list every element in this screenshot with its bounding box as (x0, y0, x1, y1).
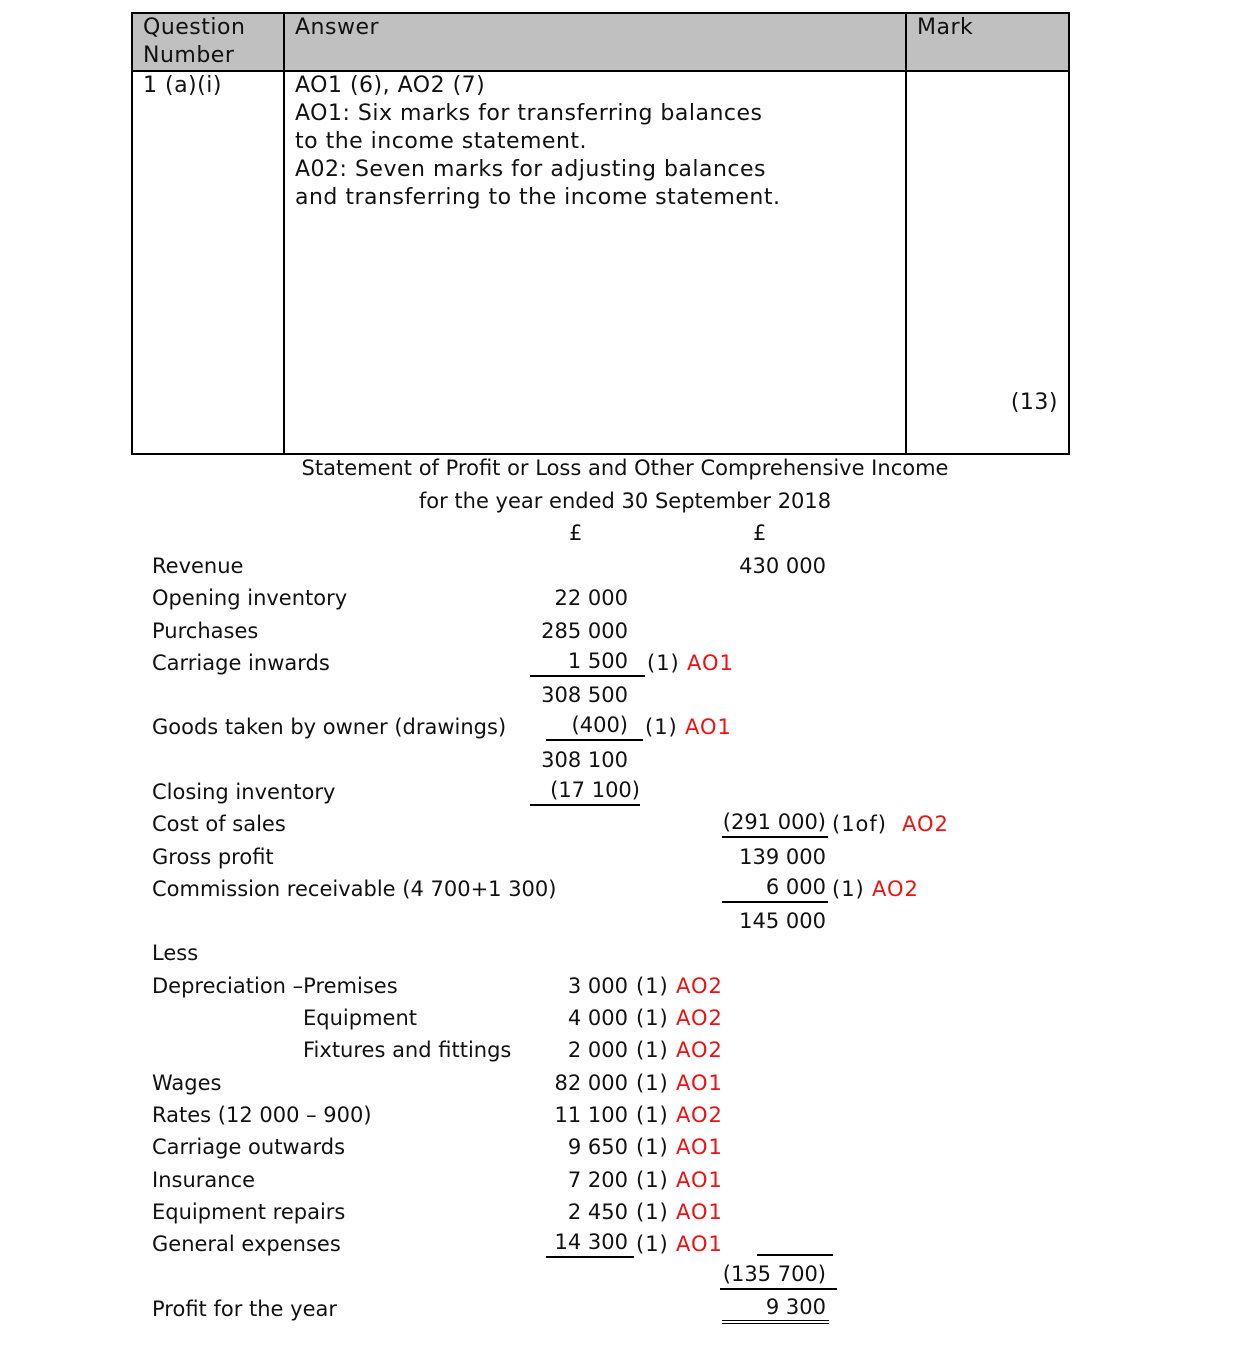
statement-row (0, 551, 1244, 581)
statement-row (0, 874, 1244, 904)
row-label: Commission receivable (4 700+1 300) (152, 877, 557, 901)
statement-row (0, 1100, 1244, 1130)
statement-row (0, 616, 1244, 646)
col2-amount: 9 300 (722, 1294, 829, 1324)
row-label: General expenses (152, 1232, 341, 1256)
col2-amount: 430 000 (739, 554, 826, 578)
assessment-objective-wrap (872, 874, 919, 904)
statement-row (0, 842, 1244, 872)
statement-row (0, 680, 1244, 710)
col1-amount: 4 000 (567, 1006, 628, 1030)
assessment-objective-wrap (902, 809, 949, 839)
row-label: Opening inventory (152, 586, 348, 610)
col1-amount: (400) (546, 712, 643, 741)
statement-row (0, 809, 1244, 839)
row-label: Revenue (152, 554, 244, 578)
row-label: Carriage inwards (152, 651, 330, 675)
col1-amount: 3 000 (567, 974, 628, 998)
mark-total: (13) (906, 71, 1069, 454)
assessment-objective: AO2 (902, 812, 949, 836)
row-label: Cost of sales (152, 812, 286, 836)
statement-row (0, 938, 1244, 968)
row-label: Wages (152, 1071, 222, 1095)
col1-amount: 82 000 (554, 1071, 628, 1095)
row-label: Profit for the year (152, 1297, 337, 1321)
statement-row (0, 648, 1244, 678)
currency-col1: £ (569, 521, 583, 545)
row-label: Less (152, 941, 199, 965)
answer-line: A02: Seven marks for adjusting balances (295, 157, 767, 182)
row-label: Insurance (152, 1168, 256, 1192)
answer-cell (284, 71, 906, 454)
mark-allocation: (1of) (832, 812, 887, 836)
assessment-objective: AO2 (676, 974, 723, 998)
mark-scheme-table (131, 12, 1070, 455)
answer-line: AO1: Six marks for transferring balances (295, 101, 763, 126)
mark-allocation: (1) (832, 877, 865, 901)
mark-allocation: (1) (636, 1006, 669, 1030)
row-label: Equipment repairs (152, 1200, 346, 1224)
statement-row (0, 1294, 1244, 1324)
assessment-objective: AO2 (676, 1006, 723, 1030)
row-label: Gross profit (152, 845, 274, 869)
mark-allocation: (1) (636, 1200, 669, 1224)
col1-amount: 9 650 (567, 1135, 628, 1159)
header-answer: Answer (284, 13, 906, 71)
assessment-objective: AO1 (676, 1071, 723, 1095)
col1-amount: 285 000 (541, 619, 628, 643)
row-label: Carriage outwards (152, 1135, 346, 1159)
mark-allocation: (1) (645, 715, 678, 739)
col2-amount: 6 000 (722, 874, 828, 903)
mark-allocation: (1) (636, 1168, 669, 1192)
assessment-objective-wrap (676, 1003, 723, 1033)
mark-allocation: (1) (647, 651, 680, 675)
statement-title: Statement of Profit or Loss and Other Comprehensive Income (301, 456, 949, 480)
assessment-objective: AO1 (687, 651, 734, 675)
row-label: Goods taken by owner (drawings) (152, 715, 507, 739)
assessment-objective-wrap (676, 1165, 723, 1195)
col1-amount: 308 100 (541, 748, 628, 772)
statement-row (0, 583, 1244, 613)
currency-col2: £ (753, 521, 767, 545)
assessment-objective: AO2 (872, 877, 919, 901)
col1-amount: 11 100 (554, 1103, 628, 1127)
statement-row (0, 712, 1244, 742)
col1-amount: 22 000 (554, 586, 628, 610)
statement-row (0, 1229, 1244, 1259)
assessment-objective-wrap (685, 712, 732, 742)
assessment-objective: AO1 (676, 1200, 723, 1224)
col1-amount: 2 000 (567, 1038, 628, 1062)
statement-row (0, 906, 1244, 936)
assessment-objective: AO1 (676, 1232, 723, 1256)
statement-row (0, 1068, 1244, 1098)
row-label: Closing inventory (152, 780, 336, 804)
assessment-objective: AO2 (676, 1038, 723, 1062)
statement-row (0, 1165, 1244, 1195)
assessment-objective: AO1 (676, 1135, 723, 1159)
assessment-objective-wrap (676, 1229, 723, 1259)
answer-line: and transferring to the income statement. (295, 185, 781, 210)
assessment-objective-wrap (676, 1197, 723, 1227)
question-number: 1 (a)(i) (132, 71, 284, 454)
assessment-objective-wrap (676, 1068, 723, 1098)
header-mark: Mark (906, 13, 1069, 71)
row-label: Rates (12 000 – 900) (152, 1103, 372, 1127)
assessment-objective-wrap (676, 1100, 723, 1130)
assessment-objective: AO2 (676, 1103, 723, 1127)
statement-row (0, 1132, 1244, 1162)
col2-amount: (291 000) (722, 809, 828, 838)
col2-amount: 139 000 (739, 845, 826, 869)
mark-allocation: (1) (636, 974, 669, 998)
assessment-objective: AO1 (685, 715, 732, 739)
row-label: Equipment (303, 1006, 417, 1030)
col1-amount: 7 200 (567, 1168, 628, 1192)
mark-allocation: (1) (636, 1103, 669, 1127)
mark-allocation: (1) (636, 1135, 669, 1159)
statement-subtitle: for the year ended 30 September 2018 (418, 489, 832, 513)
assessment-objective-wrap (676, 971, 723, 1001)
assessment-objective-wrap (676, 1132, 723, 1162)
mark-allocation: (1) (636, 1232, 669, 1256)
col1-amount: 14 300 (546, 1229, 634, 1258)
statement-row (0, 1035, 1244, 1065)
col2-amount: 145 000 (739, 909, 826, 933)
col1-amount: (17 100) (530, 777, 640, 806)
col1-amount: 2 450 (567, 1200, 628, 1224)
mark-allocation: (1) (636, 1071, 669, 1095)
row-label: Purchases (152, 619, 259, 643)
statement-row (0, 1261, 1244, 1291)
assessment-objective-wrap (687, 648, 734, 678)
statement-row (0, 1197, 1244, 1227)
header-question-number: Question Number (132, 13, 284, 71)
answer-line: to the income statement. (295, 129, 588, 154)
row-label: Depreciation –Premises (152, 974, 398, 998)
statement-row (0, 971, 1244, 1001)
statement-row (0, 1003, 1244, 1033)
assessment-objective-wrap (676, 1035, 723, 1065)
col1-amount: 1 500 (530, 648, 645, 677)
assessment-objective: AO1 (676, 1168, 723, 1192)
row-label: Fixtures and fittings (303, 1038, 512, 1062)
statement-row (0, 777, 1244, 807)
col2-amount: (135 700) (720, 1261, 837, 1290)
statement-row (0, 745, 1244, 775)
answer-line: AO1 (6), AO2 (7) (295, 73, 486, 98)
mark-allocation: (1) (636, 1038, 669, 1062)
col1-amount: 308 500 (541, 683, 628, 707)
